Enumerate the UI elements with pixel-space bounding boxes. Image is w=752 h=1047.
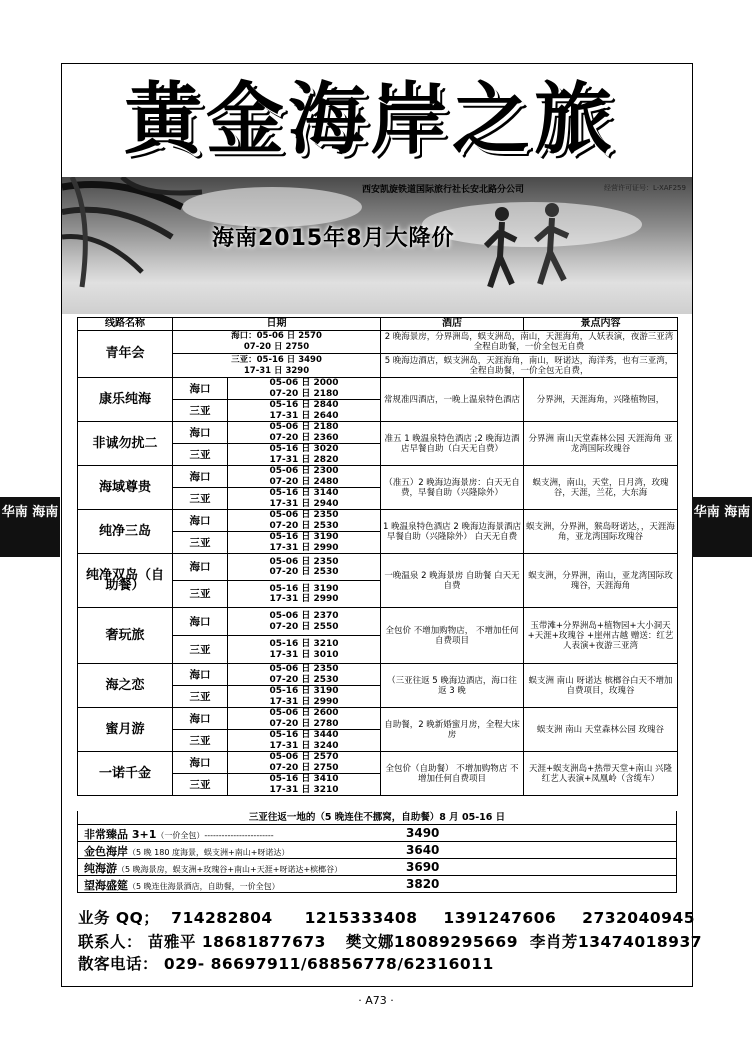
contact-person: 李肖芳13474018937	[529, 933, 703, 951]
route-dates	[173, 331, 381, 354]
date-price: 05-16 日 3190	[269, 583, 339, 594]
route-hotel: 5 晚海边酒店，蜈支洲岛，天涯海角，南山，呀诺达，海洋秀，也有三亚湾，全程自助餐，一价全包无自费，	[381, 354, 678, 378]
side-tab-char: 华	[1, 505, 15, 520]
date-price: 17-31 日 2940	[269, 498, 339, 509]
license-number: 经营许可证号：L-XAF259	[604, 184, 686, 192]
route-dates	[228, 708, 381, 730]
header-route: 线路名称	[78, 318, 173, 331]
package-price: 3690	[406, 860, 440, 874]
date-price: 05-06 日 2570	[269, 752, 339, 762]
date-price: 05-06 日 2180	[269, 422, 339, 432]
package-detail: （5 晚连住海景酒店，自助餐，一价全包）	[128, 882, 280, 891]
date-price: 05-06 日 2300	[269, 466, 339, 476]
date-price: 07-20 日 2550	[269, 621, 339, 632]
contact-person: 苗雅平 18681877673	[147, 933, 326, 951]
special-package-row	[77, 859, 677, 876]
route-dates	[228, 400, 381, 422]
table-row	[78, 331, 678, 354]
route-hotel: 2 晚海景房，分界洲岛，蜈支洲岛，南山，天涯海角，人妖表演，夜游三亚湾全程自助餐，一价全包无自费	[381, 331, 678, 354]
phone-line	[78, 952, 494, 974]
header-sights: 景点内容	[524, 318, 678, 331]
date-price: 07-20 日 2750	[243, 342, 310, 352]
side-tab-char: 海	[32, 505, 46, 520]
table-row	[78, 708, 678, 730]
city-label: 三亚	[173, 400, 228, 422]
table-row	[78, 378, 678, 400]
route-sights: 分界洲，天涯海角，兴隆植物园，	[524, 378, 678, 422]
route-hotel: 自助餐，2 晚新婚蜜月房，全程大床房	[381, 708, 524, 752]
date-price: 17-31 日 3240	[269, 740, 339, 751]
date-price: 07-20 日 2780	[269, 718, 339, 729]
route-sights: 蜈支洲，分界洲，南山，亚龙湾国际玫瑰谷，天涯海角	[524, 554, 678, 608]
package-detail: （5 晚海景房，蜈支洲+玫瑰谷+南山+天涯+呀诺达+槟榔谷）	[117, 865, 343, 874]
date-price: 05-16 日 3140	[269, 488, 339, 498]
route-hotel: 一晚温泉 2 晚海景房 自助餐 白天无自费	[381, 554, 524, 608]
qq-contact-line	[78, 906, 695, 928]
qq-number: 714282804	[171, 909, 273, 927]
beach-runners-illustration	[472, 202, 582, 302]
date-price: 05-06 日 2350	[269, 664, 339, 674]
city-label: 海口	[173, 466, 228, 488]
route-sights: 玉带滩+分界洲岛+植物园+大小洞天+天涯+玫瑰谷 +崖州古越 赠送：红艺人表演+夜游三亚湾	[524, 608, 678, 664]
date-price: 17-31 日 2990	[269, 696, 339, 707]
route-name: 非诚勿扰二	[78, 422, 173, 466]
route-sights: 蜈支洲，分界洲，猴岛呀诺达，，天涯海角，亚龙湾国际玫瑰谷	[524, 510, 678, 554]
package-name: 金色海岸	[84, 845, 128, 858]
table-row	[78, 752, 678, 774]
contact-label: 联系人：	[78, 933, 143, 951]
route-sights: 蜈支洲 南山 呀诺达 槟榔谷白天不增加自费项目，玫瑰谷	[524, 664, 678, 708]
package-price: 3490	[406, 826, 440, 840]
route-hotel: 全包价（自助餐） 不增加购物店 不增加任何自费项目	[381, 752, 524, 796]
contact-person: 樊文娜18089295669	[345, 933, 518, 951]
qq-number: 1391247606	[443, 909, 557, 927]
route-name: 康乐纯海	[78, 378, 173, 422]
date-price: 05-06 日 2600	[269, 708, 339, 718]
package-price: 3640	[406, 843, 440, 857]
route-name: 海之恋	[78, 664, 173, 708]
table-row	[78, 466, 678, 488]
date-price: 05-06 日 2000	[269, 378, 339, 388]
route-name: 纯净三岛	[78, 510, 173, 554]
city-label: 三亚	[173, 636, 228, 664]
city-label: 三亚	[173, 774, 228, 796]
route-hotel: （准五）2 晚海边海景房：白天无自费，早餐自助（兴隆除外）	[381, 466, 524, 510]
city-label: 三亚	[173, 686, 228, 708]
date-price: 17-31 日 2820	[269, 454, 339, 465]
date-price: 07-20 日 2180	[269, 388, 339, 399]
qq-number: 2732040945	[582, 909, 696, 927]
date-price: 17-31 日 2640	[269, 410, 339, 421]
date-price: 05-16 日 3020	[269, 444, 339, 454]
route-name: 海域尊贵	[78, 466, 173, 510]
banner-title: 海南2015年8月大降价	[212, 226, 455, 251]
city-label: 三亚	[173, 444, 228, 466]
header-date: 日期	[173, 318, 381, 331]
date-price: 05-16 日 3190	[269, 686, 339, 696]
date-price: 07-20 日 2360	[269, 432, 339, 443]
package-name: 纯海游	[84, 862, 117, 875]
package-price: 3820	[406, 877, 440, 891]
table-row	[78, 664, 678, 686]
route-name: 奢玩旅	[78, 608, 173, 664]
date-price: 17-31 日 3010	[269, 649, 339, 660]
sanya-round-trip-note: 三亚往返一地的（5 晚连住不挪窝，自助餐）8 月 05-16 日	[77, 811, 677, 825]
route-name: 青年会	[78, 331, 173, 378]
route-dates	[228, 554, 381, 581]
route-dates	[228, 636, 381, 664]
special-packages	[77, 825, 677, 893]
qq-label: 业务 QQ；	[78, 909, 160, 927]
route-name: 蜜月游	[78, 708, 173, 752]
route-dates	[228, 608, 381, 636]
side-tab-right	[692, 497, 752, 557]
phone-label: 散客电话：	[78, 955, 159, 973]
route-hotel: 常规准四酒店，一晚上温泉特色酒店	[381, 378, 524, 422]
route-dates	[228, 752, 381, 774]
city-label: 三亚	[173, 532, 228, 554]
route-hotel: 准五 1 晚温泉特色酒店 ;2 晚海边酒店早餐自助（白天无自费）	[381, 422, 524, 466]
city-label: 海口	[173, 664, 228, 686]
date-price: 海口：05-06 日 2570	[231, 331, 322, 341]
route-dates	[228, 730, 381, 752]
date-price: 05-06 日 2370	[269, 611, 339, 621]
date-price: 05-16 日 2840	[269, 400, 339, 410]
date-price: 17-31 日 2990	[269, 594, 339, 604]
route-sights: 分界洲 南山天堂森林公园 天涯海角 亚龙湾国际玫瑰谷	[524, 422, 678, 466]
special-package-row	[77, 825, 677, 842]
route-dates	[228, 664, 381, 686]
side-tab-char: 南	[45, 505, 59, 520]
table-header-row	[78, 318, 678, 331]
date-price: 07-20 日 2480	[269, 476, 339, 487]
date-price: 05-06 日 2350	[269, 510, 339, 520]
package-detail: （5 晚 180 度海景，蜈支洲+南山+呀诺达）	[128, 848, 290, 857]
company-name: 西安凯旋铁道国际旅行社长安北路分公司	[362, 185, 525, 195]
route-hotel: （三亚往返 5 晚海边酒店，海口往返 3 晚	[381, 664, 524, 708]
city-label: 海口	[173, 378, 228, 400]
package-detail: （一价全包）------------------------	[156, 831, 274, 840]
page-headline: 黄金海岸之旅	[123, 74, 616, 165]
date-price: 07-20 日 2750	[269, 762, 339, 773]
route-hotel: 1 晚温泉特色酒店 2 晚海边海景酒店 早餐自助（兴隆除外） 白天无自费	[381, 510, 524, 554]
route-dates	[228, 774, 381, 796]
table-row	[78, 510, 678, 532]
city-label: 海口	[173, 510, 228, 532]
table-row	[78, 554, 678, 581]
route-dates	[228, 422, 381, 444]
special-package-row	[77, 876, 677, 893]
date-price: 05-16 日 3210	[269, 639, 339, 649]
date-price: 17-31 日 3210	[269, 784, 339, 795]
qq-number: 1215333408	[304, 909, 418, 927]
date-price: 三亚：05-16 日 3490	[231, 354, 322, 365]
side-tab-left	[0, 497, 60, 557]
date-price: 05-16 日 3440	[269, 730, 339, 740]
date-price: 17-31 日 2990	[269, 542, 339, 553]
date-price: 07-20 日 2530	[269, 674, 339, 685]
city-label: 海口	[173, 708, 228, 730]
route-name: 纯净双岛（自助餐）	[78, 554, 173, 608]
side-tab-char: 南	[737, 505, 751, 520]
date-price: 05-06 日 2350	[269, 556, 339, 567]
date-price: 17-31 日 3290	[243, 365, 310, 376]
date-price: 07-20 日 2530	[269, 520, 339, 531]
table-row	[78, 422, 678, 444]
city-label: 海口	[173, 554, 228, 581]
side-tab-char: 华	[693, 505, 707, 520]
date-price: 05-16 日 3190	[269, 532, 339, 542]
route-name: 一诺千金	[78, 752, 173, 796]
city-label: 海口	[173, 752, 228, 774]
city-label: 三亚	[173, 488, 228, 510]
package-name: 非常臻品 3+1	[84, 828, 157, 841]
city-label: 三亚	[173, 730, 228, 752]
side-tab-char: 南	[14, 505, 28, 520]
contact-person-line	[78, 930, 702, 952]
route-sights: 蜈支洲，南山，天堂，日月湾，玫瑰谷，天涯，兰花，大东海	[524, 466, 678, 510]
header-hotel: 酒店	[381, 318, 524, 331]
side-tab-char: 南	[706, 505, 720, 520]
route-dates	[228, 581, 381, 608]
phone-numbers: 029- 86697911/68856778/62316011	[163, 955, 494, 973]
banner-image	[62, 177, 692, 314]
route-dates	[228, 444, 381, 466]
package-name: 望海盛筵	[84, 879, 128, 892]
date-price: 07-20 日 2530	[269, 567, 339, 577]
city-label: 海口	[173, 422, 228, 444]
route-dates	[228, 378, 381, 400]
route-dates	[228, 488, 381, 510]
route-dates	[228, 466, 381, 488]
table-row	[78, 608, 678, 636]
page-number: · A73 ·	[358, 994, 394, 1007]
route-dates	[228, 532, 381, 554]
route-table	[77, 317, 678, 796]
special-package-row	[77, 842, 677, 859]
route-dates	[228, 686, 381, 708]
route-sights: 天涯+蜈支洲岛+热带天堂+南山 兴隆红艺人表演+凤凰岭（含缆车）	[524, 752, 678, 796]
route-hotel: 全包价 不增加购物店， 不增加任何自费项目	[381, 608, 524, 664]
side-tab-char: 海	[724, 505, 738, 520]
city-label: 三亚	[173, 581, 228, 608]
route-dates	[173, 354, 381, 378]
route-dates	[228, 510, 381, 532]
route-sights: 蜈支洲 南山 天堂森林公园 玫瑰谷	[524, 708, 678, 752]
palm-tree-illustration	[62, 177, 212, 314]
date-price: 05-16 日 3410	[269, 774, 339, 784]
city-label: 海口	[173, 608, 228, 636]
